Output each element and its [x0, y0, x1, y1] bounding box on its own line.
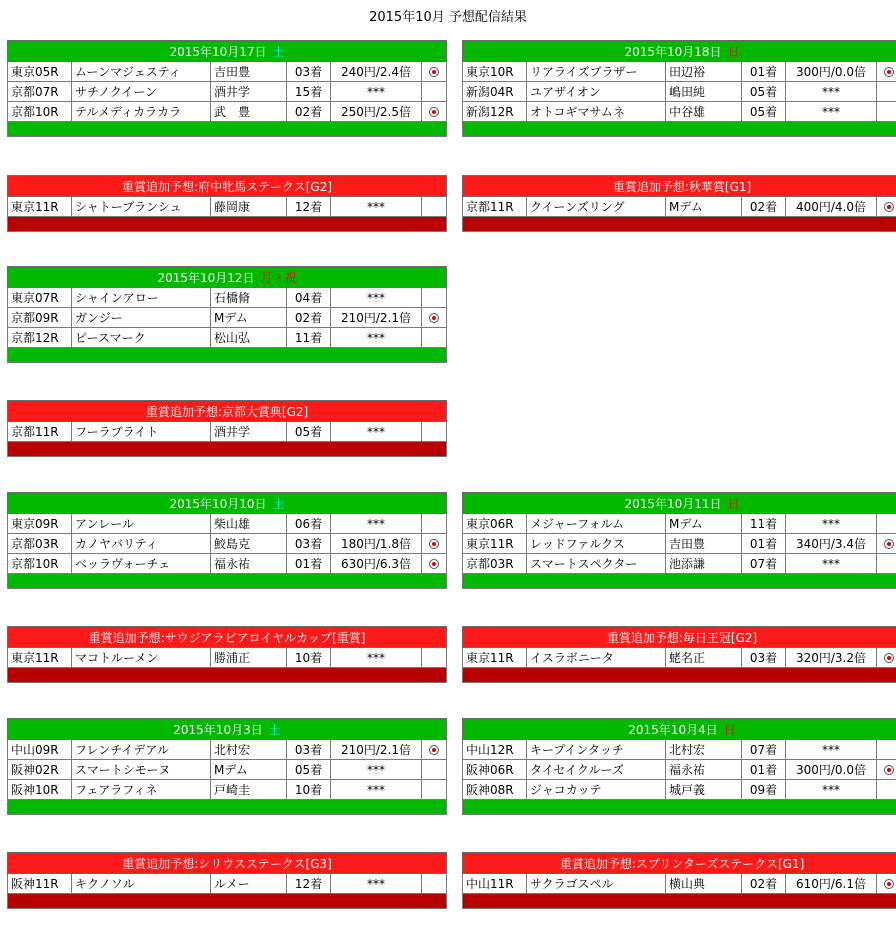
race-row: [8, 648, 447, 668]
race-row: [8, 197, 447, 217]
race-row: [463, 197, 896, 217]
race-id: 新潟12R: [463, 102, 527, 122]
date-header: [8, 719, 447, 740]
race-id: 中山11R: [463, 874, 527, 894]
table-footer-bar: [463, 122, 896, 137]
horse-name: レッドファルクス: [527, 534, 666, 554]
graded-race-title: 重賞追加予想:府中牝馬ステークス[G2]: [8, 176, 447, 197]
graded-race-title: 重賞追加予想:毎日王冠[G2]: [463, 627, 896, 648]
jockey-name: ルメー: [211, 874, 287, 894]
daily-result-table: [7, 266, 447, 363]
payout: 250円/2.5倍: [331, 102, 422, 122]
payout: 300円/0.0倍: [786, 62, 877, 82]
payout: 630円/6.3倍: [331, 554, 422, 574]
graded-race-title: 重賞追加予想:シリウスステークス[G3]: [8, 853, 447, 874]
hit-circle-icon: [429, 107, 439, 117]
date-label: 2015年10月11日: [624, 496, 722, 511]
finish-position: 01着: [742, 62, 786, 82]
horse-name: フレンチイデアル: [72, 740, 211, 760]
table-footer-bar: [8, 574, 447, 589]
jockey-name: 藤岡康: [211, 197, 287, 217]
hit-mark-cell: [877, 554, 896, 574]
graded-race-title: 重賞追加予想:サウジアラビアロイヤルカップ[重賞]: [8, 627, 447, 648]
race-row: [463, 62, 896, 82]
weekday-label: 土: [268, 722, 281, 737]
hit-circle-icon: [429, 67, 439, 77]
hit-circle-icon: [429, 745, 439, 755]
graded-race-table: [7, 626, 447, 683]
payout: 320円/3.2倍: [786, 648, 877, 668]
graded-race-table: [462, 852, 896, 909]
finish-position: 01着: [742, 760, 786, 780]
horse-name: スマートシモーヌ: [72, 760, 211, 780]
jockey-name: 武 豊: [211, 102, 287, 122]
payout: 210円/2.1倍: [331, 308, 422, 328]
daily-result-table: [7, 40, 447, 137]
horse-name: サチノクイーン: [72, 82, 211, 102]
hit-mark-cell: [877, 514, 896, 534]
table-footer-bar: [463, 800, 896, 815]
horse-name: シャトーブランシュ: [72, 197, 211, 217]
payout: ***: [331, 514, 422, 534]
race-row: [8, 308, 447, 328]
hit-mark-cell: [877, 62, 896, 82]
table-footer-bar: [8, 442, 447, 457]
finish-position: 15着: [287, 82, 331, 102]
payout: 300円/0.0倍: [786, 760, 877, 780]
graded-race-title: 重賞追加予想:秋華賞[G1]: [463, 176, 896, 197]
jockey-name: 池添謙: [666, 554, 742, 574]
date-label: 2015年10月3日: [173, 722, 263, 737]
payout: ***: [786, 514, 877, 534]
jockey-name: 石橋脩: [211, 288, 287, 308]
finish-position: 09着: [742, 780, 786, 800]
weekday-label: 土: [272, 44, 285, 59]
race-id: 東京11R: [463, 534, 527, 554]
table-footer-bar: [8, 668, 447, 683]
hit-mark-cell: [877, 874, 896, 894]
table-footer-bar: [8, 894, 447, 909]
daily-result-table: [462, 718, 896, 815]
payout: ***: [786, 780, 877, 800]
horse-name: イスラボニータ: [527, 648, 666, 668]
race-id: 東京09R: [8, 514, 72, 534]
horse-name: シャインアロー: [72, 288, 211, 308]
horse-name: スマートスペクター: [527, 554, 666, 574]
race-row: [463, 648, 896, 668]
finish-position: 05着: [742, 82, 786, 102]
payout: ***: [786, 740, 877, 760]
hit-mark-cell: [422, 328, 447, 348]
payout: ***: [331, 197, 422, 217]
payout: ***: [331, 760, 422, 780]
weekday-label: 日: [723, 722, 736, 737]
horse-name: タイセイクルーズ: [527, 760, 666, 780]
finish-position: 05着: [742, 102, 786, 122]
date-header: [8, 41, 447, 62]
jockey-name: 勝浦正: [211, 648, 287, 668]
hit-mark-cell: [877, 648, 896, 668]
payout: ***: [331, 328, 422, 348]
jockey-name: 北村宏: [666, 740, 742, 760]
race-id: 新潟04R: [463, 82, 527, 102]
race-id: 京都11R: [463, 197, 527, 217]
graded-race-table: [462, 175, 896, 232]
race-id: 京都07R: [8, 82, 72, 102]
race-row: [8, 82, 447, 102]
race-row: [8, 328, 447, 348]
horse-name: オトコギマサムネ: [527, 102, 666, 122]
hit-mark-cell: [877, 534, 896, 554]
table-footer-bar: [463, 217, 896, 232]
race-id: 中山09R: [8, 740, 72, 760]
payout: 180円/1.8倍: [331, 534, 422, 554]
horse-name: テルメディカラカラ: [72, 102, 211, 122]
race-id: 阪神11R: [8, 874, 72, 894]
finish-position: 01着: [287, 554, 331, 574]
jockey-name: Mデム: [211, 760, 287, 780]
hit-mark-cell: [422, 82, 447, 102]
graded-race-table: [462, 626, 896, 683]
table-footer-bar: [8, 348, 447, 363]
jockey-name: 城戸義: [666, 780, 742, 800]
payout: 610円/6.1倍: [786, 874, 877, 894]
race-id: 京都10R: [8, 102, 72, 122]
payout: ***: [331, 82, 422, 102]
race-row: [463, 554, 896, 574]
hit-mark-cell: [422, 422, 447, 442]
horse-name: メジャーフォルム: [527, 514, 666, 534]
finish-position: 02着: [742, 197, 786, 217]
daily-result-table: [462, 492, 896, 589]
date-label: 2015年10月17日: [169, 44, 267, 59]
race-row: [8, 760, 447, 780]
graded-race-table: [7, 400, 447, 457]
finish-position: 05着: [287, 760, 331, 780]
race-id: 京都12R: [8, 328, 72, 348]
race-row: [8, 554, 447, 574]
table-footer-bar: [8, 122, 447, 137]
hit-mark-cell: [877, 197, 896, 217]
hit-mark-cell: [422, 197, 447, 217]
payout: ***: [331, 780, 422, 800]
finish-position: 02着: [287, 102, 331, 122]
date-header: [463, 493, 896, 514]
hit-circle-icon: [884, 765, 894, 775]
race-id: 阪神06R: [463, 760, 527, 780]
payout: ***: [331, 422, 422, 442]
race-id: 東京10R: [463, 62, 527, 82]
payout: ***: [786, 82, 877, 102]
hit-circle-icon: [429, 539, 439, 549]
race-id: 東京11R: [8, 648, 72, 668]
jockey-name: Mデム: [666, 514, 742, 534]
table-footer-bar: [463, 668, 896, 683]
horse-name: マコトルーメン: [72, 648, 211, 668]
race-row: [463, 874, 896, 894]
date-header: [463, 719, 896, 740]
payout: ***: [786, 554, 877, 574]
jockey-name: 柴山雄: [211, 514, 287, 534]
horse-name: ムーンマジェスティ: [72, 62, 211, 82]
hit-mark-cell: [877, 82, 896, 102]
hit-circle-icon: [884, 879, 894, 889]
hit-mark-cell: [877, 780, 896, 800]
jockey-name: 蛯名正: [666, 648, 742, 668]
hit-mark-cell: [422, 780, 447, 800]
race-row: [8, 102, 447, 122]
horse-name: フェアラフィネ: [72, 780, 211, 800]
finish-position: 05着: [287, 422, 331, 442]
date-header: [8, 267, 447, 288]
race-id: 京都09R: [8, 308, 72, 328]
payout: ***: [331, 288, 422, 308]
horse-name: ベッラヴォーチェ: [72, 554, 211, 574]
hit-mark-cell: [422, 514, 447, 534]
table-footer-bar: [8, 217, 447, 232]
horse-name: ジャコカッテ: [527, 780, 666, 800]
payout: 340円/3.4倍: [786, 534, 877, 554]
race-row: [463, 82, 896, 102]
date-label: 2015年10月4日: [628, 722, 718, 737]
hit-circle-icon: [884, 539, 894, 549]
weekday-label: 日: [727, 496, 740, 511]
finish-position: 12着: [287, 874, 331, 894]
hit-mark-cell: [422, 534, 447, 554]
graded-race-table: [7, 175, 447, 232]
finish-position: 03着: [287, 740, 331, 760]
daily-result-table: [7, 492, 447, 589]
horse-name: ユアザイオン: [527, 82, 666, 102]
jockey-name: 吉田豊: [211, 62, 287, 82]
table-footer-bar: [8, 800, 447, 815]
finish-position: 07着: [742, 554, 786, 574]
race-id: 中山12R: [463, 740, 527, 760]
horse-name: ガンジー: [72, 308, 211, 328]
race-id: 東京07R: [8, 288, 72, 308]
hit-mark-cell: [422, 102, 447, 122]
horse-name: アンレール: [72, 514, 211, 534]
hit-mark-cell: [422, 648, 447, 668]
horse-name: クイーンズリング: [527, 197, 666, 217]
jockey-name: 福永祐: [211, 554, 287, 574]
race-row: [463, 102, 896, 122]
payout: 240円/2.4倍: [331, 62, 422, 82]
daily-result-table: [7, 718, 447, 815]
race-row: [8, 288, 447, 308]
finish-position: 03着: [287, 62, 331, 82]
graded-race-table: [7, 852, 447, 909]
date-header: [463, 41, 896, 62]
jockey-name: Mデム: [666, 197, 742, 217]
race-id: 東京11R: [8, 197, 72, 217]
finish-position: 04着: [287, 288, 331, 308]
hit-circle-icon: [884, 653, 894, 663]
hit-mark-cell: [422, 308, 447, 328]
race-row: [463, 740, 896, 760]
race-row: [8, 62, 447, 82]
race-id: 阪神08R: [463, 780, 527, 800]
hit-mark-cell: [422, 288, 447, 308]
hit-mark-cell: [422, 874, 447, 894]
race-row: [8, 740, 447, 760]
date-label: 2015年10月18日: [624, 44, 722, 59]
hit-mark-cell: [422, 760, 447, 780]
jockey-name: 戸崎圭: [211, 780, 287, 800]
hit-circle-icon: [429, 559, 439, 569]
table-footer-bar: [463, 574, 896, 589]
horse-name: サクラゴスペル: [527, 874, 666, 894]
race-row: [463, 514, 896, 534]
payout: 210円/2.1倍: [331, 740, 422, 760]
jockey-name: 中谷雄: [666, 102, 742, 122]
race-id: 京都10R: [8, 554, 72, 574]
race-id: 京都11R: [8, 422, 72, 442]
weekday-label: 日: [727, 44, 740, 59]
payout: ***: [331, 648, 422, 668]
payout: ***: [786, 102, 877, 122]
jockey-name: 北村宏: [211, 740, 287, 760]
hit-mark-cell: [877, 102, 896, 122]
horse-name: ピースマーク: [72, 328, 211, 348]
race-row: [8, 874, 447, 894]
race-id: 東京05R: [8, 62, 72, 82]
finish-position: 01着: [742, 534, 786, 554]
jockey-name: 田辺裕: [666, 62, 742, 82]
hit-mark-cell: [422, 554, 447, 574]
hit-circle-icon: [429, 313, 439, 323]
horse-name: カノヤバリティ: [72, 534, 211, 554]
payout: ***: [331, 874, 422, 894]
graded-race-title: 重賞追加予想:スプリンターズステークス[G1]: [463, 853, 896, 874]
hit-mark-cell: [422, 740, 447, 760]
hit-mark-cell: [877, 760, 896, 780]
finish-position: 10着: [287, 780, 331, 800]
table-footer-bar: [463, 894, 896, 909]
jockey-name: 福永祐: [666, 760, 742, 780]
finish-position: 11着: [287, 328, 331, 348]
race-id: 東京06R: [463, 514, 527, 534]
horse-name: フーラブライト: [72, 422, 211, 442]
weekday-label: 月・祝: [260, 270, 297, 285]
jockey-name: 鮫島克: [211, 534, 287, 554]
race-id: 京都03R: [8, 534, 72, 554]
race-id: 阪神10R: [8, 780, 72, 800]
race-id: 京都03R: [463, 554, 527, 574]
finish-position: 12着: [287, 197, 331, 217]
race-row: [8, 534, 447, 554]
jockey-name: 酒井学: [211, 82, 287, 102]
date-label: 2015年10月10日: [169, 496, 267, 511]
race-row: [463, 760, 896, 780]
finish-position: 03着: [742, 648, 786, 668]
finish-position: 10着: [287, 648, 331, 668]
jockey-name: 吉田豊: [666, 534, 742, 554]
race-row: [8, 780, 447, 800]
finish-position: 02着: [287, 308, 331, 328]
jockey-name: 嶋田純: [666, 82, 742, 102]
jockey-name: 横山典: [666, 874, 742, 894]
race-row: [463, 534, 896, 554]
finish-position: 11着: [742, 514, 786, 534]
race-row: [463, 780, 896, 800]
finish-position: 07着: [742, 740, 786, 760]
hit-mark-cell: [877, 740, 896, 760]
race-id: 阪神02R: [8, 760, 72, 780]
horse-name: リアライズブラザー: [527, 62, 666, 82]
page-title: 2015年10月 予想配信結果: [369, 10, 527, 25]
hit-circle-icon: [884, 202, 894, 212]
jockey-name: 松山弘: [211, 328, 287, 348]
graded-race-title: 重賞追加予想:京都大賞典[G2]: [8, 401, 447, 422]
weekday-label: 土: [272, 496, 285, 511]
race-row: [8, 422, 447, 442]
jockey-name: Mデム: [211, 308, 287, 328]
payout: 400円/4.0倍: [786, 197, 877, 217]
finish-position: 06着: [287, 514, 331, 534]
race-id: 東京11R: [463, 648, 527, 668]
daily-result-table: [462, 40, 896, 137]
race-row: [8, 514, 447, 534]
horse-name: キープインタッチ: [527, 740, 666, 760]
finish-position: 03着: [287, 534, 331, 554]
finish-position: 02着: [742, 874, 786, 894]
hit-mark-cell: [422, 62, 447, 82]
date-header: [8, 493, 447, 514]
hit-circle-icon: [884, 67, 894, 77]
horse-name: キクノソル: [72, 874, 211, 894]
jockey-name: 酒井学: [211, 422, 287, 442]
date-label: 2015年10月12日: [157, 270, 255, 285]
